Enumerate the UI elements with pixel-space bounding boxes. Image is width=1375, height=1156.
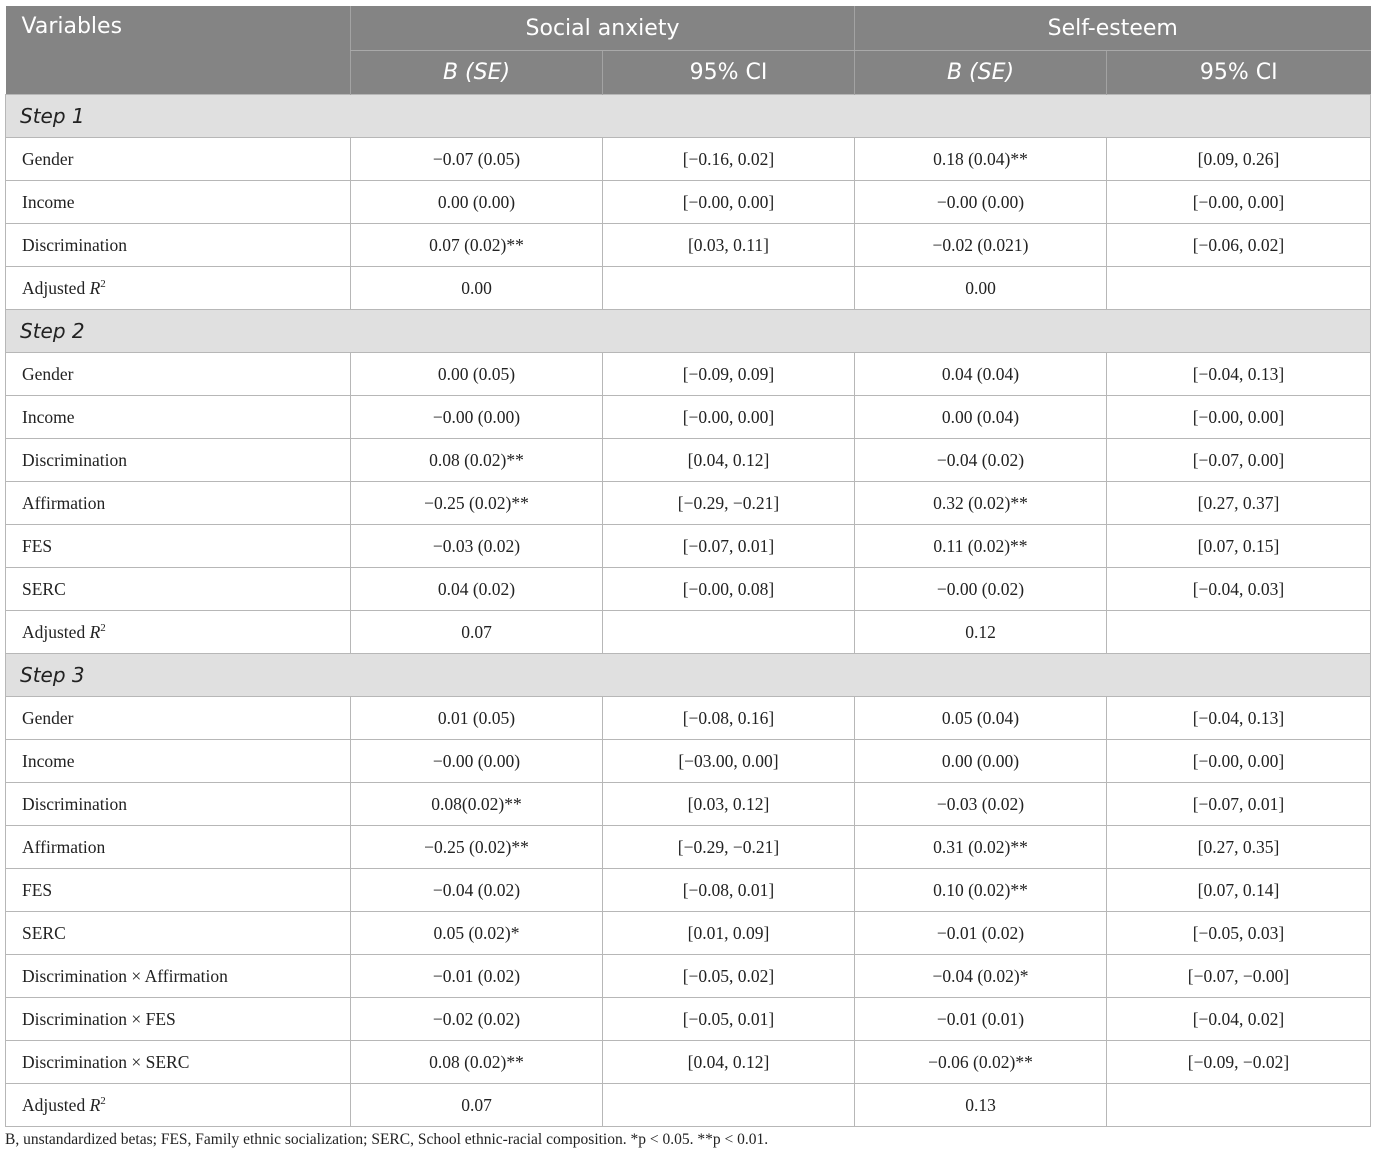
self-esteem-r2-ci-empty [1107,1084,1371,1127]
variable-label: SERC [6,568,351,611]
variable-label: Income [6,181,351,224]
table-row [6,568,1371,611]
table-row [6,525,1371,568]
social-anxiety-ci: [−0.29, −0.21] [603,482,855,525]
variable-label: Gender [6,353,351,396]
social-anxiety-ci: [−0.00, 0.00] [603,396,855,439]
self-esteem-ci: [−0.05, 0.03] [1107,912,1371,955]
social-anxiety-b-se: −0.03 (0.02) [351,525,603,568]
social-anxiety-r2-ci-empty [603,267,855,310]
self-esteem-ci: [0.09, 0.26] [1107,138,1371,181]
social-anxiety-b-se: 0.08 (0.02)** [351,1041,603,1084]
table-row [6,439,1371,482]
social-anxiety-b-se: 0.08(0.02)** [351,783,603,826]
social-anxiety-ci: [−0.00, 0.00] [603,181,855,224]
social-anxiety-ci: [−0.09, 0.09] [603,353,855,396]
adjusted-r2-row [6,267,1371,310]
social-anxiety-r2-ci-empty [603,1084,855,1127]
step-header-row [6,95,1371,138]
social-anxiety-b-se: 0.00 (0.00) [351,181,603,224]
social-anxiety-r2: 0.07 [351,611,603,654]
regression-table [5,6,1371,1127]
social-anxiety-ci: [−0.00, 0.08] [603,568,855,611]
adjusted-r2-text: Adjusted [22,621,86,642]
table-row [6,912,1371,955]
adjusted-r2-text: Adjusted [22,1094,86,1115]
step-title: Step 3 [6,654,1371,697]
self-esteem-r2: 0.12 [855,611,1107,654]
self-esteem-ci: [−0.07, −0.00] [1107,955,1371,998]
table-row [6,181,1371,224]
social-anxiety-b-se: −0.00 (0.00) [351,396,603,439]
variable-label: Affirmation [6,826,351,869]
social-anxiety-ci: [−0.16, 0.02] [603,138,855,181]
self-esteem-b-se: 0.00 (0.04) [855,396,1107,439]
table-row [6,697,1371,740]
variable-label: Income [6,396,351,439]
adjusted-r2-label: Adjusted $R^2$ [6,1084,351,1127]
social-anxiety-ci: [−0.05, 0.01] [603,998,855,1041]
step-header-row [6,310,1371,353]
self-esteem-ci: [−0.00, 0.00] [1107,181,1371,224]
self-esteem-b-se: 0.31 (0.02)** [855,826,1107,869]
table-row [6,224,1371,267]
self-esteem-b-se: −0.01 (0.01) [855,998,1107,1041]
header-sa-ci: 95% CI [603,51,855,95]
self-esteem-ci: [0.07, 0.14] [1107,869,1371,912]
self-esteem-b-se: 0.18 (0.04)** [855,138,1107,181]
social-anxiety-b-se: 0.00 (0.05) [351,353,603,396]
self-esteem-b-se: −0.06 (0.02)** [855,1041,1107,1084]
self-esteem-b-se: 0.00 (0.00) [855,740,1107,783]
self-esteem-b-se: −0.00 (0.02) [855,568,1107,611]
variable-label: Income [6,740,351,783]
table-header [6,6,1371,95]
social-anxiety-b-se: −0.25 (0.02)** [351,482,603,525]
variable-label: Discrimination × FES [6,998,351,1041]
self-esteem-b-se: −0.00 (0.00) [855,181,1107,224]
step-header-row [6,654,1371,697]
social-anxiety-ci: [0.03, 0.12] [603,783,855,826]
variable-label: Gender [6,138,351,181]
social-anxiety-b-se: −0.00 (0.00) [351,740,603,783]
variable-label: Discrimination [6,439,351,482]
social-anxiety-ci: [−0.08, 0.01] [603,869,855,912]
social-anxiety-ci: [−0.29, −0.21] [603,826,855,869]
self-esteem-r2-ci-empty [1107,611,1371,654]
adjusted-r2-label: Adjusted $R^2$ [6,267,351,310]
table-row [6,353,1371,396]
self-esteem-ci: [−0.07, 0.01] [1107,783,1371,826]
table-row [6,955,1371,998]
header-se-ci: 95% CI [1107,51,1371,95]
variable-label: Discrimination [6,783,351,826]
social-anxiety-b-se: −0.25 (0.02)** [351,826,603,869]
header-sa-b-se: B (SE) [351,51,603,95]
self-esteem-b-se: −0.04 (0.02)* [855,955,1107,998]
self-esteem-b-se: −0.04 (0.02) [855,439,1107,482]
header-social-anxiety: Social anxiety [351,6,855,51]
variable-label: Discrimination [6,224,351,267]
social-anxiety-b-se: 0.08 (0.02)** [351,439,603,482]
social-anxiety-b-se: −0.01 (0.02) [351,955,603,998]
self-esteem-ci: [−0.04, 0.02] [1107,998,1371,1041]
variable-label: FES [6,869,351,912]
self-esteem-ci: [0.07, 0.15] [1107,525,1371,568]
social-anxiety-b-se: 0.07 (0.02)** [351,224,603,267]
table-row [6,826,1371,869]
table-row [6,1041,1371,1084]
social-anxiety-ci: [0.03, 0.11] [603,224,855,267]
social-anxiety-r2: 0.00 [351,267,603,310]
self-esteem-ci: [−0.06, 0.02] [1107,224,1371,267]
self-esteem-ci: [−0.04, 0.13] [1107,697,1371,740]
self-esteem-ci: [−0.07, 0.00] [1107,439,1371,482]
adjusted-r2-text: Adjusted [22,277,86,298]
table-row [6,482,1371,525]
table-row [6,783,1371,826]
self-esteem-b-se: 0.32 (0.02)** [855,482,1107,525]
self-esteem-b-se: −0.01 (0.02) [855,912,1107,955]
self-esteem-b-se: −0.02 (0.021) [855,224,1107,267]
table-body [6,95,1371,1127]
self-esteem-r2: 0.00 [855,267,1107,310]
table-row [6,869,1371,912]
social-anxiety-ci: [−0.08, 0.16] [603,697,855,740]
self-esteem-b-se: 0.10 (0.02)** [855,869,1107,912]
self-esteem-ci: [0.27, 0.37] [1107,482,1371,525]
step-title: Step 1 [6,95,1371,138]
social-anxiety-b-se: −0.07 (0.05) [351,138,603,181]
social-anxiety-ci: [−0.07, 0.01] [603,525,855,568]
social-anxiety-ci: [−0.05, 0.02] [603,955,855,998]
social-anxiety-ci: [0.04, 0.12] [603,1041,855,1084]
variable-label: Affirmation [6,482,351,525]
step-title: Step 2 [6,310,1371,353]
social-anxiety-ci: [0.04, 0.12] [603,439,855,482]
social-anxiety-r2: 0.07 [351,1084,603,1127]
table-row [6,138,1371,181]
self-esteem-b-se: 0.04 (0.04) [855,353,1107,396]
self-esteem-b-se: 0.05 (0.04) [855,697,1107,740]
social-anxiety-b-se: −0.04 (0.02) [351,869,603,912]
variable-label: SERC [6,912,351,955]
self-esteem-b-se: −0.03 (0.02) [855,783,1107,826]
social-anxiety-ci: [−03.00, 0.00] [603,740,855,783]
variable-label: Gender [6,697,351,740]
self-esteem-r2: 0.13 [855,1084,1107,1127]
adjusted-r2-row [6,611,1371,654]
social-anxiety-b-se: 0.01 (0.05) [351,697,603,740]
regression-table-container [5,6,1370,1127]
table-row [6,998,1371,1041]
self-esteem-ci: [−0.00, 0.00] [1107,396,1371,439]
variable-label: Discrimination × Affirmation [6,955,351,998]
adjusted-r2-row [6,1084,1371,1127]
adjusted-r2-label: Adjusted $R^2$ [6,611,351,654]
self-esteem-ci: [−0.04, 0.03] [1107,568,1371,611]
header-self-esteem: Self-esteem [855,6,1371,51]
header-variables: Variables [6,6,351,95]
social-anxiety-b-se: −0.02 (0.02) [351,998,603,1041]
social-anxiety-r2-ci-empty [603,611,855,654]
variable-label: Discrimination × SERC [6,1041,351,1084]
social-anxiety-b-se: 0.04 (0.02) [351,568,603,611]
table-row [6,396,1371,439]
self-esteem-r2-ci-empty [1107,267,1371,310]
self-esteem-ci: [−0.00, 0.00] [1107,740,1371,783]
self-esteem-ci: [0.27, 0.35] [1107,826,1371,869]
self-esteem-ci: [−0.04, 0.13] [1107,353,1371,396]
variable-label: FES [6,525,351,568]
social-anxiety-b-se: 0.05 (0.02)* [351,912,603,955]
header-se-b-se: B (SE) [855,51,1107,95]
self-esteem-ci: [−0.09, −0.02] [1107,1041,1371,1084]
social-anxiety-ci: [0.01, 0.09] [603,912,855,955]
table-row [6,740,1371,783]
self-esteem-b-se: 0.11 (0.02)** [855,525,1107,568]
table-footnote: B, unstandardized betas; FES, Family ethnic socialization; SERC, School ethnic-racial composition. *p < 0.05. **p < 0.01. [5,1131,769,1148]
